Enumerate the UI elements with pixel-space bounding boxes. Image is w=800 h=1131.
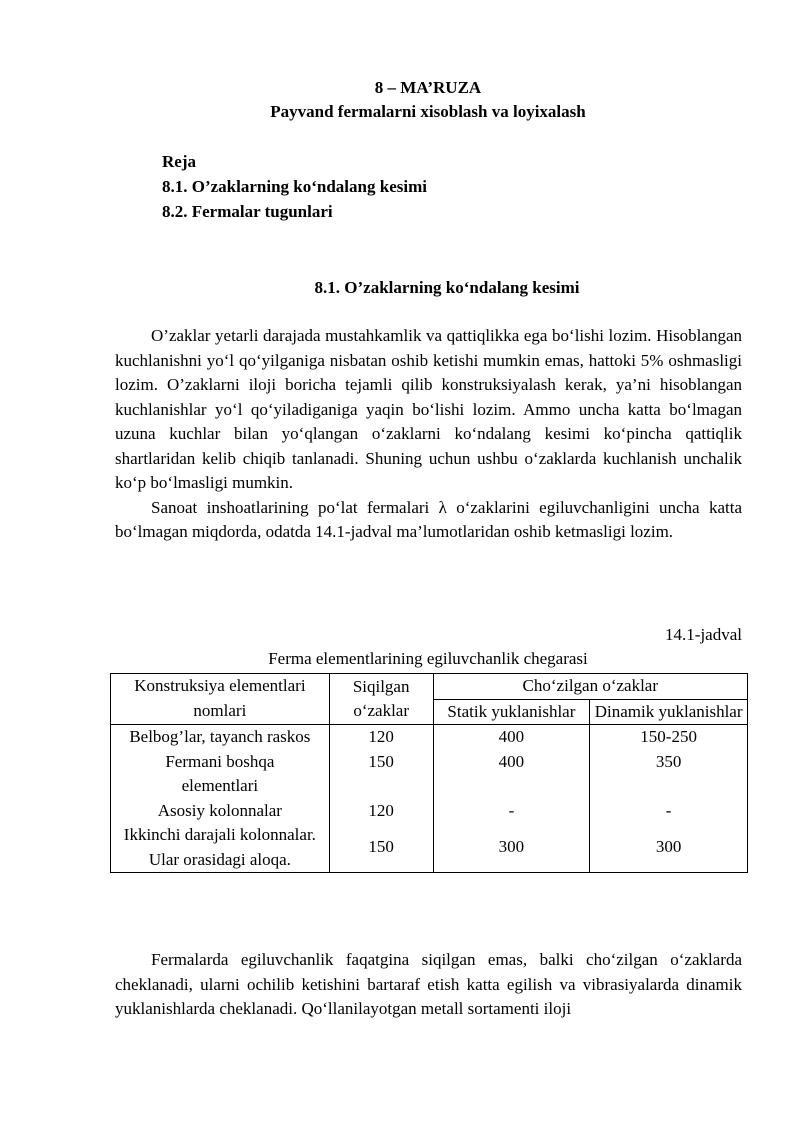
cell-static: 400 — [433, 725, 590, 750]
table-row — [111, 725, 748, 750]
table-number: 14.1-jadval — [665, 625, 742, 644]
cell-dynamic: 350 — [590, 750, 748, 799]
header-element: Konstruksiya elementlari nomlari — [111, 674, 330, 725]
plan-heading: Reja — [162, 152, 196, 171]
body-text-upper — [115, 324, 742, 545]
header-tensioned: Cho‘zilgan o‘zaklar — [433, 674, 747, 700]
cell-dynamic: 300 — [590, 823, 748, 873]
header-dynamic: Dinamik yuklanishlar — [590, 699, 748, 725]
cell-dynamic: 150-250 — [590, 725, 748, 750]
cell-element: Ikkinchi darajali kolonnalar. Ular orasidagi aloqa. — [111, 823, 330, 873]
plan-item: 8.2. Fermalar tugunlari — [162, 202, 333, 221]
cell-element: Belbog’lar, tayanch raskos — [111, 725, 330, 750]
cell-element: Fermani boshqa elementlari — [111, 750, 330, 799]
table-row — [111, 823, 748, 873]
lecture-title: 8 – MA’RUZA — [374, 78, 482, 97]
body-text-lower — [115, 948, 742, 1022]
paragraph: Sanoat inshoatlarining po‘lat fermalari λ o‘zaklarini egiluvchanligini uncha katta bo‘lmagan miqdorda, odatda 14.1-jadval ma’lumotlaridan oshib ketmasligi lozim. — [115, 497, 742, 541]
header-compressed: Siqilgan o‘zaklar — [329, 674, 433, 725]
cell-static: 400 — [433, 750, 590, 799]
slenderness-table — [110, 673, 748, 873]
table-row — [111, 750, 748, 799]
table-title: Ferma elementlarining egiluvchanlik chegarasi — [268, 649, 588, 668]
cell-compressed: 120 — [329, 725, 433, 750]
cell-static: - — [433, 799, 590, 824]
lecture-subtitle: Payvand fermalarni xisoblash va loyixalash — [270, 102, 586, 121]
cell-dynamic: - — [590, 799, 748, 824]
cell-element: Asosiy kolonnalar — [111, 799, 330, 824]
cell-compressed: 120 — [329, 799, 433, 824]
plan-block — [162, 150, 427, 225]
cell-compressed: 150 — [329, 750, 433, 799]
cell-compressed: 150 — [329, 823, 433, 873]
paragraph: O’zaklar yetarli darajada mustahkamlik va qattiqlikka ega bo‘lishi lozim. Hisoblangan kuchlanishni yo‘l qo‘yilganiga nisbatan oshib ketishi mumkin emas, hattoki 5% oshmasligi lozim. O’zaklarni iloji boricha tejamli qilib konstruksiyalash kerak, ya’ni hisoblangan kuchlanishlar yo‘l qo‘yiladiganiga yaqin bo‘lishi lozim. Ammo uncha katta bo‘lmagan uzuna kuchlar bilan yo‘qlangan o‘zaklarni ko‘ndalang kesimi ko‘pincha qattiqlik shartlaridan kelib chiqib tanlanadi. Shuning uchun ushbu o‘zaklarda kuchlanish unchalik ko‘p bo‘lmasligi mumkin. — [115, 326, 742, 492]
header-static: Statik yuklanishlar — [433, 699, 590, 725]
plan-item: 8.1. O’zaklarning ko‘ndalang kesimi — [162, 177, 427, 196]
cell-static: 300 — [433, 823, 590, 873]
section-heading: 8.1. O’zaklarning ko‘ndalang kesimi — [314, 278, 580, 297]
paragraph: Fermalarda egiluvchanlik faqatgina siqilgan emas, balki cho‘zilgan o‘zaklarda cheklanadi, ularni ochilib ketishini bartaraf etish katta egilish va vibrasiyalarda dinamik yuklanishlarda cheklanadi. Qo‘llanilayotgan metall sortamenti iloji — [115, 950, 742, 1018]
table-row — [111, 799, 748, 824]
